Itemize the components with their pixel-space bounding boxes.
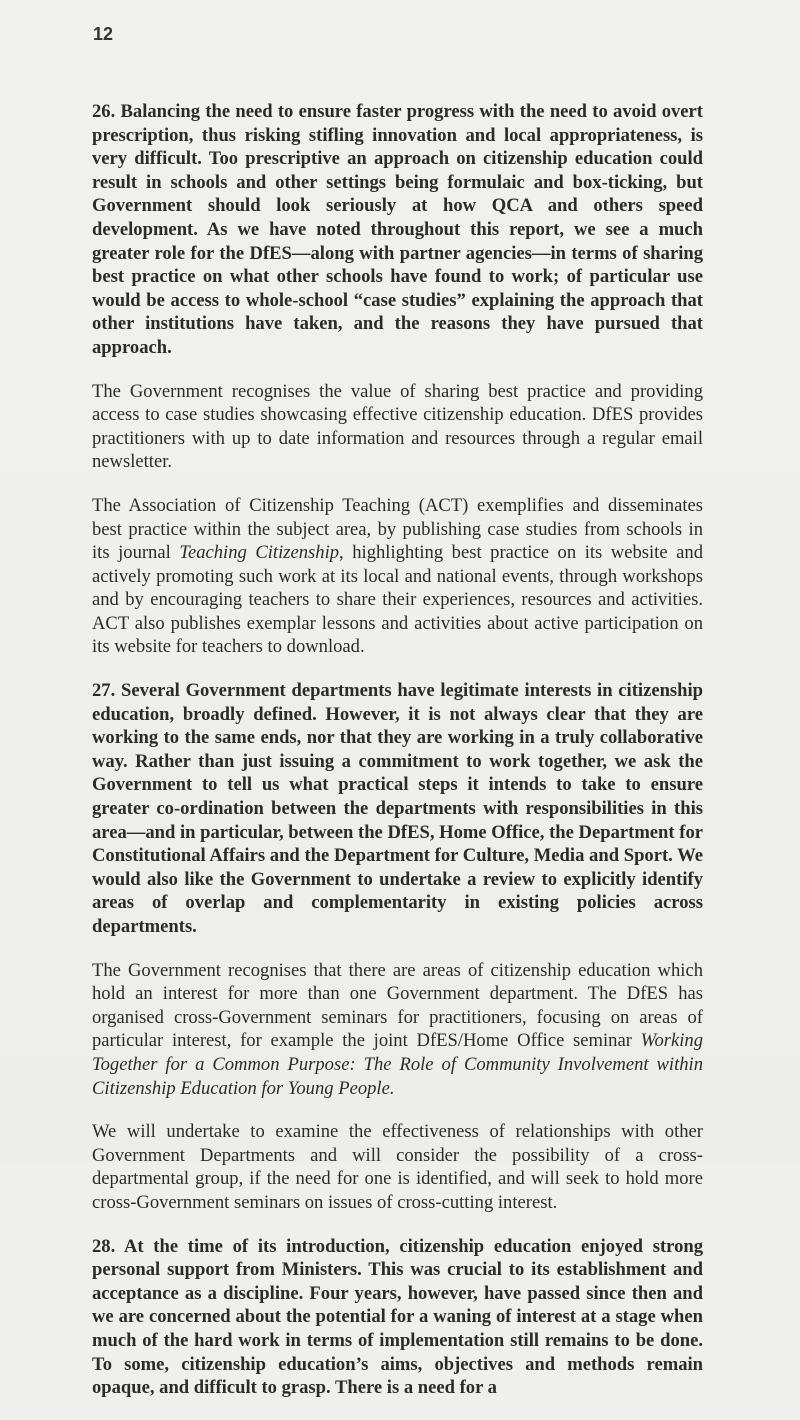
paragraph-text: , highlighting best practice on its website and actively promoting such work at its local and national events, through workshops and by encouraging teachers to share their experiences, resources and activities. ACT also publishes exemplar lessons and activities about active participation on its website for teachers to download. — [92, 542, 703, 658]
recommendation-paragraph-27 — [92, 679, 703, 939]
response-paragraph — [92, 959, 703, 1101]
paragraph-text: 26. Balancing the need to ensure faster progress with the need to avoid overt prescription, thus risking stifling innovation and local appropriateness, is very difficult. Too prescriptive an approach on citizenship education could result in schools and other settings being formulaic and box-ticking, but Government should look seriously at how QCA and others speed development. As we have noted throughout this report, we see a much greater role for the DfES—along with partner agencies—in terms of sharing best practice on what other schools have found to work; of particular use would be access to whole-school “case studies” explaining the approach that other institutions have taken, and the reasons they have pursued that approach. — [92, 101, 703, 358]
paragraph-text: The Association of Citizenship Teaching (ACT) exemplifies and disseminates best practice within the subject area, by publishing case studies from schools in its journal — [92, 494, 703, 564]
journal-title: Teaching Citizenship — [179, 542, 340, 564]
response-paragraph — [92, 1120, 703, 1214]
paragraph-text: The Government recognises the value of sharing best practice and providing access to case studies showcasing effective citizenship education. DfES provides practitioners with up to date information and resources through a regular email newsletter. — [92, 380, 703, 473]
seminar-title: Working Together for a Common Purpose: The Role of Community Involvement within Citizenship Education for Young People. — [92, 1030, 703, 1099]
recommendation-paragraph-26 — [92, 100, 703, 360]
page-content — [92, 100, 703, 1420]
paragraph-text: The Government recognises that there are areas of citizenship education which hold an interest for more than one Government department. The DfES has organised cross-Government seminars for practitioners, focusing on areas of particular interest, for example the joint DfES/Home Office seminar — [92, 959, 703, 1052]
page-number: 12 — [93, 24, 114, 44]
response-paragraph — [92, 494, 703, 659]
paragraph-text: We will undertake to examine the effectiveness of relationships with other Government Departments and will consider the possibility of a cross-departmental group, if the need for one is identified, and will seek to hold more cross-Government seminars on issues of cross-cutting interest. — [92, 1121, 703, 1213]
paragraph-text: 27. Several Government departments have legitimate interests in citizenship education, broadly defined. However, it is not always clear that they are working to the same ends, nor that they are working in a truly collaborative way. Rather than just issuing a commitment to work together, we ask the Government to tell us what practical steps it intends to take to ensure greater co-ordination between the departments with responsibilities in this area—and in particular, between the DfES, Home Office, the Department for Constitutional Affairs and the Department for Culture, Media and Sport. We would also like the Government to undertake a review to explicitly identify areas of overlap and complementarity in existing policies across departments. — [92, 680, 703, 937]
response-paragraph — [92, 380, 703, 474]
paragraph-text: 28. At the time of its introduction, citizenship education enjoyed strong personal support from Ministers. This was crucial to its establishment and acceptance as a discipline. Four years, however, have passed since then and we are concerned about the potential for a waning of interest at a stage when much of the hard work in terms of implementation still remains to be done. To some, citizenship education’s aims, objectives and methods remain opaque, and difficult to grasp. There is a need for a — [92, 1235, 703, 1399]
recommendation-paragraph-28 — [92, 1235, 703, 1400]
